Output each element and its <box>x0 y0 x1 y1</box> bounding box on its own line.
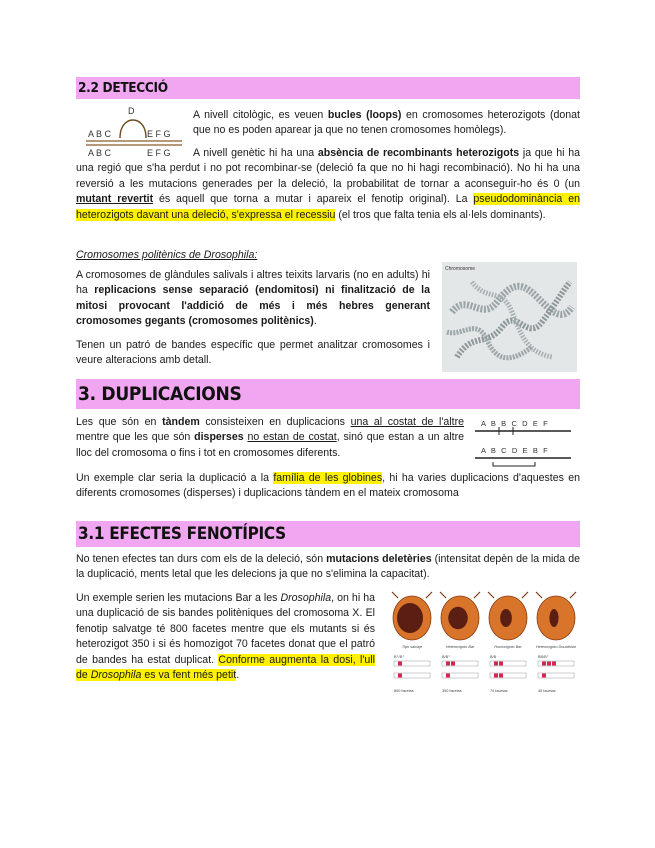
band-segment <box>499 674 503 678</box>
fly-eye <box>549 609 558 627</box>
polytene-chromosome-photo <box>442 262 577 372</box>
paragraph-globines: Un exemple clar seria la duplicació a la família de les globines, hi ha varies duplicacions d'aquestes en diferents cromosomes (disperses) i duplicacions tàndem en el mateix cromosoma <box>76 472 580 500</box>
loop-genes-left: A B C <box>88 129 112 139</box>
band-segment <box>552 662 556 666</box>
fly-eye <box>500 609 512 627</box>
band-segment <box>446 674 450 678</box>
band-segment <box>446 662 450 666</box>
fly-label: Heterocigoto Doublebar <box>535 645 577 649</box>
duplication-diagram <box>473 418 573 470</box>
genotype-code: B⁺/B⁺ <box>394 655 405 659</box>
loop-shape <box>120 120 146 138</box>
band-segment <box>499 662 503 666</box>
facet-count: 45 facetas <box>538 689 556 693</box>
fly-eye <box>448 607 468 630</box>
dup-row1-label: A B B C D E F <box>481 419 550 428</box>
facet-count: 350 facetas <box>442 689 462 693</box>
facet-count: 800 facetas <box>394 689 414 693</box>
loop-label-d: D <box>128 106 135 116</box>
loop-genes-bottom-left: A B C <box>88 148 112 158</box>
band-segment <box>494 674 498 678</box>
paragraph-bands: Tenen un patró de bandes específic que permet analitzar cromosomes i veure alteracions amb detall. <box>76 339 430 367</box>
subtitle-politenic: Cromosomes politènics de Drosophila: <box>76 249 258 261</box>
fly-label: Homocigoto Bar <box>494 645 522 649</box>
band-segment <box>494 662 498 666</box>
section-heading-2-2: 2.2 DETECCIÓ <box>76 77 580 99</box>
bar-eye-figure <box>388 590 580 702</box>
photo-label: Chromosome <box>445 266 476 272</box>
paragraph-genetic: A nivell genètic hi ha una absència de recombinants heterozigots ja que hi ha una regió que s'ha perdut i no pot recombinar-se (deleció fa que no hi hagi recombinació). No hi ha una reversió a les mutacions generades per la deleció, la probabilitat de tornar a aconseguir-ho és 0 (un mutant revertit és aquell que torna a mutar i apareix el fenotip original). La pseudodominància en heterozigots davant una deleció, s'expressa el recessiu (el tros que falta tenia els al·lels dominants). <box>76 147 580 221</box>
facet-count: 70 facetas <box>490 689 508 693</box>
loop-genes-bottom-right: E F G <box>147 148 171 158</box>
genotype-code: B/B <box>490 655 497 659</box>
section-heading-3: 3. DUPLICACIONS <box>76 379 580 409</box>
paragraph-loops: A nivell citològic, es veuen bucles (loops) en cromosomes heterozigots (donat que no es poden aparear ja que no tenen cromosomes homòlegs). <box>193 109 580 137</box>
paragraph-deleteries: No tenen efectes tan durs com els de la deleció, són mutacions deletèries (intensitat depèn de la mida de la duplicació, ments letal que les delecions ja que no s'elimina la capacitat). <box>76 553 580 581</box>
band-segment <box>398 662 402 666</box>
fly-label: Tipo salvaje <box>401 645 423 649</box>
paragraph-tandem: Les que són en tàndem consisteixen en duplicacions una al costat de l'altre mentre que les que són disperses no estan de costat, sinó que estan a un altre lloc del cromosoma o fins i tot en cromosomes diferents. <box>76 416 464 459</box>
fly-eye <box>397 603 423 633</box>
band-segment <box>542 662 546 666</box>
fly-label: Heterocigoto Bar <box>445 645 475 649</box>
band-segment <box>398 674 402 678</box>
paragraph-politenic: A cromosomes de glàndules salivals i altres teixits larvaris (no en adults) hi ha replicacions sense separació (endomitosi) ni finalització de la mitosi provocant l'addició de més i més hebres generant cromosomes gegants (cromosomes politènics). <box>76 269 430 328</box>
genotype-code: BB/B⁺ <box>538 655 549 659</box>
dup-row2-label: A B C D E B F <box>481 446 550 455</box>
genotype-code: B/B⁺ <box>442 655 451 659</box>
paragraph-bar: Un exemple serien les mutacions Bar a les Drosophila, on hi ha una duplicació de sis bandes politèniques del cromosoma X. El fenotip salvatge té 800 facetes mentre que els mutants si és heterozigot 350 i si és homozigot 70 facetes donat que el patró de bandes ha estat duplicat. Conforme augmenta la dosi, l'ull de Drosophila es va fent més petit. <box>76 592 375 682</box>
loop-genes-right: E F G <box>147 129 171 139</box>
band-segment <box>542 674 546 678</box>
band-segment <box>547 662 551 666</box>
section-heading-3-1: 3.1 EFECTES FENOTÍPICS <box>76 521 580 547</box>
band-segment <box>451 662 455 666</box>
